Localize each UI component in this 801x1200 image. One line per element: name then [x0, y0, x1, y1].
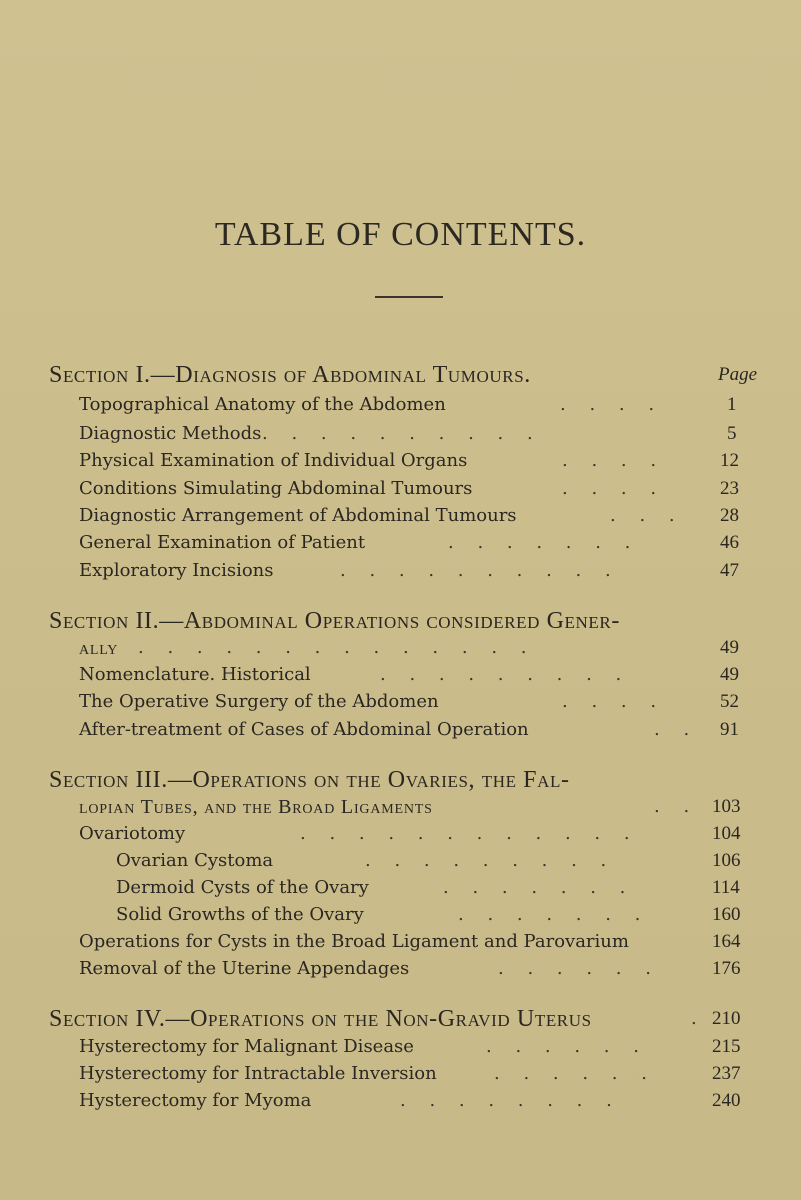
leader-dots: . . [654, 796, 699, 817]
toc-entry-label: Nomenclature. Historical [79, 664, 311, 685]
toc-entry [0, 958, 801, 984]
leader-dots: . . . . . . . . . . . . . . [138, 637, 536, 658]
toc-entry-label: Diagnostic Methods [79, 423, 262, 444]
section-1-heading: Section I.—Diagnosis of Abdominal Tumours. [49, 362, 531, 388]
toc-entry-label: Ovariotomy [79, 823, 186, 844]
toc-entry-page: 91 [720, 719, 739, 740]
toc-entry [0, 423, 801, 449]
toc-entry [0, 904, 801, 930]
leader-dots: . . . . [562, 691, 666, 712]
section-3-heading: Section III.—Operations on the Ovaries, the Fal- [49, 767, 570, 793]
toc-entry [0, 450, 801, 476]
toc-entry-label: Diagnostic Arrangement of Abdominal Tumours [79, 505, 517, 526]
leader-dots: . . . . . . [498, 958, 660, 979]
leader-dots: . . . . . . . [458, 904, 650, 925]
toc-entry-page: 164 [712, 931, 741, 952]
leader-dots: . . . . . . . . . . [340, 560, 620, 581]
leader-dots: . . . . . . . . . . [262, 423, 542, 444]
leader-dots: . . . [610, 505, 684, 526]
toc-entry-label: Topographical Anatomy of the Abdomen [79, 394, 446, 415]
toc-entry-label: Physical Examination of Individual Organs [79, 450, 468, 471]
leader-dots: . . . . . . [494, 1063, 656, 1084]
toc-entry-page: 104 [712, 823, 741, 844]
section-3-heading-cont-label: lopian Tubes, and the Broad Ligaments [79, 796, 433, 818]
leader-dots: . . . . . . . [443, 877, 635, 898]
toc-entry-label: Dermoid Cysts of the Ovary [116, 877, 369, 898]
leader-dots: . . . . . . . . . [380, 664, 631, 685]
toc-entry-label: Hysterectomy for Intractable Inversion [79, 1063, 437, 1084]
section-4-page: 210 [712, 1008, 741, 1029]
toc-entry-page: 1 [727, 394, 737, 415]
toc-entry-page: 28 [720, 505, 739, 526]
toc-entry [0, 1090, 801, 1116]
toc-entry-label: Conditions Simulating Abdominal Tumours [79, 478, 473, 499]
section-2-page: 49 [720, 637, 739, 658]
leader-dots: . . [654, 719, 699, 740]
leader-dots: . [691, 1008, 706, 1029]
toc-entry-label: Hysterectomy for Malignant Disease [79, 1036, 414, 1057]
leader-dots: . . . . . . . . . . . . [300, 823, 639, 844]
toc-entry-label: Hysterectomy for Myoma [79, 1090, 312, 1111]
toc-entry-page: 46 [720, 532, 739, 553]
toc-entry-label: Removal of the Uterine Appendages [79, 958, 410, 979]
page-title: TABLE OF CONTENTS. [214, 216, 587, 253]
toc-entry-label: Solid Growths of the Ovary [116, 904, 364, 925]
toc-entry [0, 823, 801, 849]
toc-entry-page: 5 [727, 423, 737, 444]
title-rule [375, 296, 443, 298]
toc-entry-label: Operations for Cysts in the Broad Ligament and Parovarium [79, 931, 629, 952]
toc-entry-page: 49 [720, 664, 739, 685]
page-column-header: Page [718, 364, 758, 385]
leader-dots: . . . . . . . [448, 532, 640, 553]
toc-entry [0, 532, 801, 558]
section-2-heading-cont-label: ally [79, 637, 119, 659]
toc-entry-page: 176 [712, 958, 741, 979]
toc-entry [0, 850, 801, 876]
section-2-heading: Section II.—Abdominal Operations considered Gener- [49, 608, 620, 634]
toc-entry [0, 664, 801, 690]
toc-entry-page: 160 [712, 904, 741, 925]
toc-entry-page: 237 [712, 1063, 741, 1084]
toc-entry [0, 394, 801, 420]
leader-dots: . . . . [562, 450, 666, 471]
leader-dots: . . . . [562, 478, 666, 499]
toc-entry-page: 47 [720, 560, 739, 581]
toc-entry-label: After-treatment of Cases of Abdominal Operation [79, 719, 529, 740]
leader-dots: . . . . . . . . [400, 1090, 621, 1111]
toc-entry-page: 52 [720, 691, 739, 712]
toc-entry-page: 23 [720, 478, 739, 499]
toc-entry-page: 106 [712, 850, 741, 871]
toc-entry [0, 719, 801, 745]
leader-dots: . . . . . . [486, 1036, 648, 1057]
toc-entry-label: Ovarian Cystoma [116, 850, 274, 871]
toc-entry-label: Exploratory Incisions [79, 560, 274, 581]
toc-entry-page: 12 [720, 450, 739, 471]
toc-entry-page: 240 [712, 1090, 741, 1111]
section-4-heading-row [0, 1006, 801, 1036]
leader-dots: . . . . . . . . . [365, 850, 616, 871]
toc-entry [0, 505, 801, 531]
leader-dots: . . . . [560, 394, 664, 415]
toc-entry-page: 215 [712, 1036, 741, 1057]
toc-entry [0, 1063, 801, 1089]
toc-entry [0, 1036, 801, 1062]
toc-entry [0, 931, 801, 957]
section-2-heading-cont [0, 637, 801, 663]
section-3-heading-cont [0, 796, 801, 822]
toc-entry-label: The Operative Surgery of the Abdomen [79, 691, 439, 712]
toc-entry-page: 114 [712, 877, 740, 898]
toc-entry [0, 478, 801, 504]
toc-entry [0, 560, 801, 586]
section-3-page: 103 [712, 796, 741, 817]
section-4-heading: Section IV.—Operations on the Non-Gravid Uterus [49, 1006, 592, 1032]
toc-entry [0, 877, 801, 903]
toc-entry [0, 691, 801, 717]
toc-entry-label: General Examination of Patient [79, 532, 366, 553]
